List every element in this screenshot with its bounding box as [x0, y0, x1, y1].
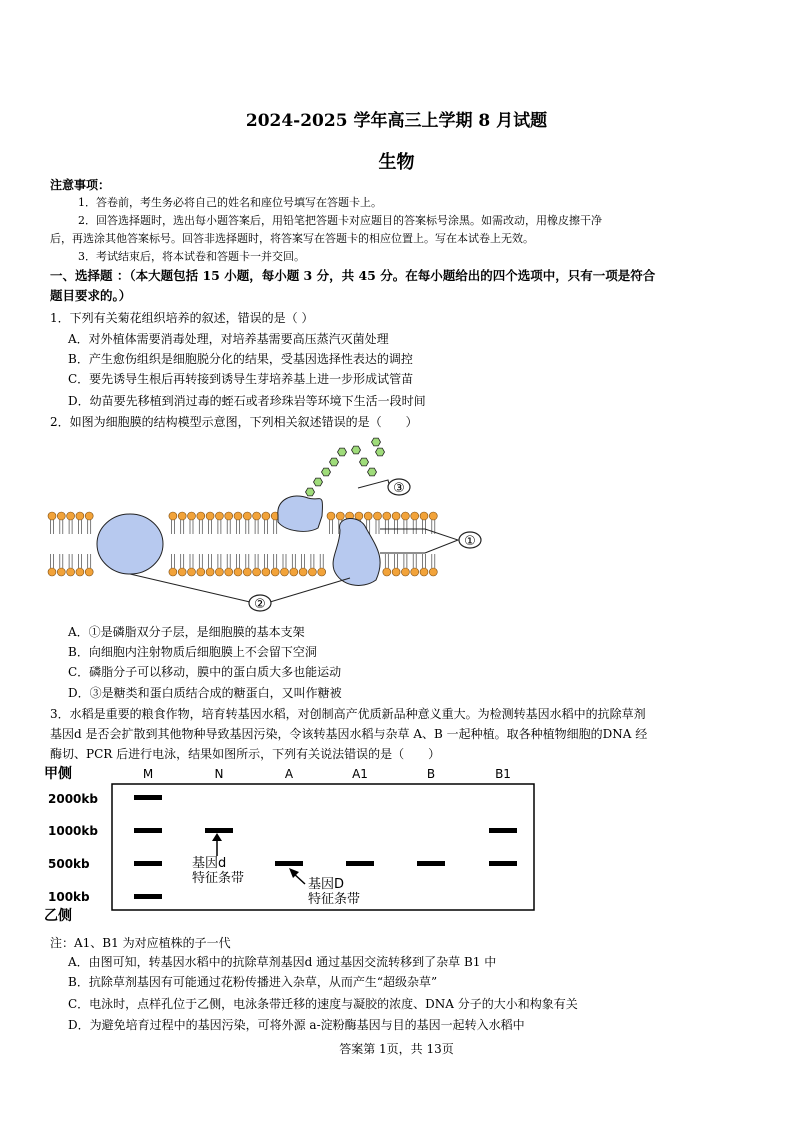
q1-stem: 1．下列有关菊花组织培养的叙述，错误的是（ ）	[50, 311, 314, 325]
notice-heading: 注意事项：	[50, 178, 111, 192]
q3-option-d: D．为避免培育过程中的基因污染，可将外源 a-淀粉酶基因与目的基因一起转入水稻中	[68, 1018, 525, 1032]
electrophoresis-gel	[40, 762, 540, 927]
gel-bottom-side: 乙侧	[44, 908, 72, 924]
lane-b: B	[426, 767, 436, 781]
band-b1-500	[489, 861, 517, 866]
band-a1-500	[346, 861, 374, 866]
band-b-500	[417, 861, 445, 866]
lane-b1: B1	[495, 767, 511, 781]
size-1000kb: 1000kb	[48, 824, 98, 838]
band-m-1000	[134, 828, 162, 833]
page-footer: 答案第 1页，共 13页	[339, 1042, 454, 1056]
notice-item-2-line2: 后，再选涂其他答案标号。回答非选择题时，将答案写在答题卡的相应位置上。写在本试卷上无效。	[50, 232, 534, 245]
band-n-1000	[205, 828, 233, 833]
note-D-line1: 基因D	[308, 877, 345, 892]
band-m-2000	[134, 795, 162, 800]
q1-option-b: B．产生愈伤组织是细胞脱分化的结果，受基因选择性表达的调控	[68, 352, 413, 366]
size-2000kb: 2000kb	[48, 792, 98, 806]
exam-title: 2024-2025 学年高三上学期 8 月试题	[245, 111, 548, 131]
q2-option-b: B．向细胞内注射物质后细胞膜上不会留下空洞	[68, 645, 317, 659]
subject-title: 生物	[378, 152, 415, 173]
q3-option-c: C．电泳时，点样孔位于乙侧，电泳条带迁移的速度与凝胶的浓度、DNA 分子的大小和构象有关	[68, 997, 578, 1011]
label-1: ①	[464, 534, 476, 549]
lane-n: N	[214, 767, 224, 781]
q3-option-b: B．抗除草剂基因有可能通过花粉传播进入杂草，从而产生“超级杂草”	[68, 975, 438, 989]
band-m-100	[134, 894, 162, 899]
glycoprotein-top	[278, 496, 323, 531]
q3-footnote: 注：A1、B1 为对应植株的子一代	[50, 936, 231, 950]
q3-stem-line2: 基因d 是否会扩散到其他物种导致基因污染，令该转基因水稻与杂草 A、B 一起种植。取各种植物细胞的DNA 经	[50, 727, 648, 741]
lane-a1: A1	[352, 767, 368, 781]
size-500kb: 500kb	[48, 857, 90, 871]
q3-option-a: A．由图可知，转基因水稻中的抗除草剂基因d 通过基因交流转移到了杂草 B1 中	[68, 955, 497, 969]
notice-item-2-line1: 2．回答选择题时，选出每小题答案后，用铅笔把答题卡对应题目的答案标号涂黑。如需改动，用橡皮擦干净	[78, 214, 602, 227]
q1-option-c: C．要先诱导生根后再转接到诱导生芽培养基上进一步形成试管苗	[68, 372, 414, 386]
q3-stem-line1: 3．水稻是重要的粮食作物，培育转基因水稻，对创制高产优质新品种意义重大。为检测转基因水稻中的抗除草剂	[50, 707, 646, 721]
section-heading-line1: 一、选择题 ：（本大题包括 15 小题，每小题 3 分，共 45 分。在每小题给出的四个选项中，只有一项是符合	[50, 268, 656, 283]
section-heading-line2: 题目要求的。）	[50, 288, 132, 303]
membrane-protein-right	[333, 518, 380, 585]
size-100kb: 100kb	[48, 890, 90, 904]
q2-option-a: A．①是磷脂双分子层，是细胞膜的基本支架	[68, 625, 305, 639]
band-b1-1000	[489, 828, 517, 833]
note-d-line1: 基因d	[192, 856, 227, 871]
note-D-line2: 特征条带	[308, 892, 361, 907]
notice-item-3: 3．考试结束后，将本试卷和答题卡一并交回。	[78, 250, 305, 263]
band-a-500	[275, 861, 303, 866]
lane-m: M	[142, 767, 154, 781]
note-d-line2: 特征条带	[192, 871, 245, 886]
notice-item-1: 1．答卷前，考生务必将自己的姓名和座位号填写在答题卡上。	[78, 196, 382, 209]
q1-option-a: A．对外植体需要消毒处理，对培养基需要高压蒸汽灭菌处理	[68, 332, 389, 346]
q2-option-c: C．磷脂分子可以移动，膜中的蛋白质大多也能运动	[68, 665, 342, 679]
q2-stem: 2．如图为细胞膜的结构模型示意图，下列相关叙述错误的是（ ）	[50, 415, 418, 429]
cell-membrane-diagram	[40, 430, 500, 615]
q2-option-d: D．③是糖类和蛋白质结合成的糖蛋白，又叫作糖被	[68, 686, 342, 700]
label-3: ③	[393, 481, 405, 496]
q1-option-d: D．幼苗要先移植到消过毒的蛭石或者珍珠岩等环境下生活一段时间	[68, 394, 426, 408]
label-2: ②	[254, 597, 266, 612]
gel-top-side: 甲侧	[44, 766, 72, 782]
lane-a: A	[284, 767, 294, 781]
sugar-chain	[298, 438, 385, 507]
band-m-500	[134, 861, 162, 866]
q3-stem-line3: 酶切、PCR 后进行电泳，结果如图所示，下列有关说法错误的是（ ）	[50, 747, 441, 761]
membrane-protein-left	[97, 514, 163, 574]
